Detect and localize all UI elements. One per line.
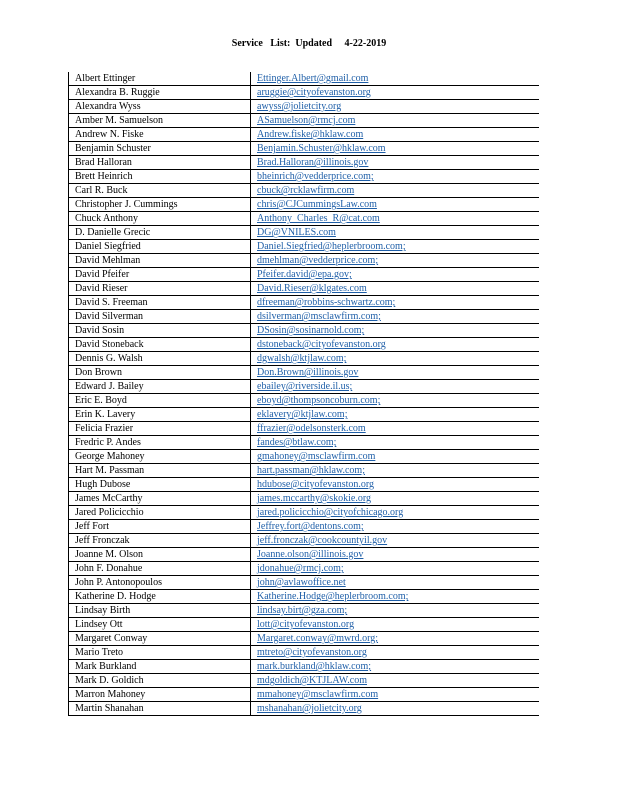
table-row (69, 380, 539, 394)
contact-name: Albert Ettinger (69, 72, 251, 86)
table-row (69, 590, 539, 604)
contact-email-link[interactable]: Brad.Halloran@illinois.gov (251, 156, 539, 170)
table-row (69, 240, 539, 254)
contact-name: Benjamin Schuster (69, 142, 251, 156)
contact-email-link[interactable]: DG@VNILES.com (251, 226, 539, 240)
contact-email-link[interactable]: Daniel.Siegfried@heplerbroom.com; (251, 240, 539, 254)
table-row (69, 576, 539, 590)
contact-name: Don Brown (69, 366, 251, 380)
table-row (69, 674, 539, 688)
contact-name: Brad Halloran (69, 156, 251, 170)
contact-email-link[interactable]: eklavery@ktjlaw.com; (251, 408, 539, 422)
table-row (69, 268, 539, 282)
contact-email-link[interactable]: jdonahue@rmcj.com; (251, 562, 539, 576)
table-row (69, 436, 539, 450)
contact-email-link[interactable]: ebailey@riverside.il.us; (251, 380, 539, 394)
contact-email-link[interactable]: jared.policicchio@cityofchicago.org (251, 506, 539, 520)
table-row (69, 688, 539, 702)
contact-name: John F. Donahue (69, 562, 251, 576)
contact-email-link[interactable]: lindsay.birt@gza.com; (251, 604, 539, 618)
contact-name: David Silverman (69, 310, 251, 324)
table-row (69, 156, 539, 170)
table-row (69, 254, 539, 268)
contact-email-link[interactable]: cbuck@rcklawfirm.com (251, 184, 539, 198)
contact-name: Lindsay Birth (69, 604, 251, 618)
contact-email-link[interactable]: Andrew.fiske@hklaw.com (251, 128, 539, 142)
table-row (69, 310, 539, 324)
contact-email-link[interactable]: james.mccarthy@skokie.org (251, 492, 539, 506)
table-row (69, 142, 539, 156)
contact-name: David Rieser (69, 282, 251, 296)
contact-name: Marron Mahoney (69, 688, 251, 702)
table-row (69, 520, 539, 534)
table-row (69, 100, 539, 114)
contact-email-link[interactable]: dsilverman@msclawfirm.com; (251, 310, 539, 324)
contact-name: Fredric P. Andes (69, 436, 251, 450)
contact-email-link[interactable]: Katherine.Hodge@heplerbroom.com; (251, 590, 539, 604)
contact-email-link[interactable]: mtreto@cityofevanston.org (251, 646, 539, 660)
table-row (69, 366, 539, 380)
table-row (69, 632, 539, 646)
table-row (69, 282, 539, 296)
contact-email-link[interactable]: mdgoldich@KTJLAW.com (251, 674, 539, 688)
contact-name: John P. Antonopoulos (69, 576, 251, 590)
table-row (69, 702, 539, 716)
contact-email-link[interactable]: bheinrich@vedderprice.com; (251, 170, 539, 184)
contact-name: David Pfeifer (69, 268, 251, 282)
contact-name: Mark D. Goldich (69, 674, 251, 688)
contact-email-link[interactable]: mmahoney@msclawfirm.com (251, 688, 539, 702)
contact-name: Daniel Siegfried (69, 240, 251, 254)
table-row (69, 338, 539, 352)
table-row (69, 478, 539, 492)
contact-name: Lindsey Ott (69, 618, 251, 632)
page-title: Service List: Updated 4-22-2019 (231, 38, 387, 49)
contact-email-link[interactable]: dfreeman@robbins-schwartz.com; (251, 296, 539, 310)
contact-email-link[interactable]: Jeffrey.fort@dentons.com; (251, 520, 539, 534)
table-row (69, 184, 539, 198)
table-row (69, 548, 539, 562)
table-row (69, 86, 539, 100)
contact-name: Martin Shanahan (69, 702, 251, 716)
contact-email-link[interactable]: john@avlawoffice.net (251, 576, 539, 590)
contact-email-link[interactable]: mark.burkland@hklaw.com; (251, 660, 539, 674)
table-row (69, 506, 539, 520)
contact-name: Edward J. Bailey (69, 380, 251, 394)
contact-name: Amber M. Samuelson (69, 114, 251, 128)
table-row (69, 422, 539, 436)
contact-name: D. Danielle Grecic (69, 226, 251, 240)
table-row (69, 534, 539, 548)
contact-email-link[interactable]: mshanahan@jolietcity.org (251, 702, 539, 716)
table-row (69, 604, 539, 618)
contact-name: Erin K. Lavery (69, 408, 251, 422)
contact-email-link[interactable]: Ettinger.Albert@gmail.com (251, 72, 539, 86)
contact-email-link[interactable]: ffrazier@odelsonsterk.com (251, 422, 539, 436)
contact-name: Dennis G. Walsh (69, 352, 251, 366)
contact-email-link[interactable]: hart.passman@hklaw.com; (251, 464, 539, 478)
contact-name: Alexandra Wyss (69, 100, 251, 114)
contact-email-link[interactable]: awyss@jolietcity.org (251, 100, 539, 114)
contact-email-link[interactable]: aruggie@cityofevanston.org (251, 86, 539, 100)
service-list-body (69, 72, 539, 716)
contact-email-link[interactable]: gmahoney@msclawfirm.com (251, 450, 539, 464)
contact-name: Brett Heinrich (69, 170, 251, 184)
table-row (69, 492, 539, 506)
table-row (69, 352, 539, 366)
contact-name: David Sosin (69, 324, 251, 338)
table-row (69, 72, 539, 86)
table-row (69, 562, 539, 576)
contact-name: David Mehlman (69, 254, 251, 268)
contact-name: Joanne M. Olson (69, 548, 251, 562)
contact-name: Hugh Dubose (69, 478, 251, 492)
contact-email-link[interactable]: Joanne.olson@illinois.gov (251, 548, 539, 562)
contact-name: Katherine D. Hodge (69, 590, 251, 604)
contact-email-link[interactable]: Pfeifer.david@epa.gov; (251, 268, 539, 282)
table-row (69, 408, 539, 422)
contact-name: Margaret Conway (69, 632, 251, 646)
contact-email-link[interactable]: fandes@btlaw.com; (251, 436, 539, 450)
table-row (69, 646, 539, 660)
contact-email-link[interactable]: ASamuelson@rmcj.com (251, 114, 539, 128)
table-row (69, 450, 539, 464)
table-row (69, 170, 539, 184)
contact-email-link[interactable]: Margaret.conway@mwrd.org; (251, 632, 539, 646)
contact-name: Hart M. Passman (69, 464, 251, 478)
contact-email-link[interactable]: dmehlman@vedderprice.com; (251, 254, 539, 268)
contact-name: Carl R. Buck (69, 184, 251, 198)
service-list-table (68, 72, 539, 716)
contact-email-link[interactable]: jeff.fronczak@cookcountyil.gov (251, 534, 539, 548)
contact-email-link[interactable]: DSosin@sosinarnold.com; (251, 324, 539, 338)
contact-name: Felicia Frazier (69, 422, 251, 436)
contact-email-link[interactable]: David.Rieser@klgates.com (251, 282, 539, 296)
contact-email-link[interactable]: dstoneback@cityofevanston.org (251, 338, 539, 352)
contact-email-link[interactable]: chris@CJCummingsLaw.com (251, 198, 539, 212)
contact-email-link[interactable]: Don.Brown@illinois.gov (251, 366, 539, 380)
table-row (69, 394, 539, 408)
contact-name: Andrew N. Fiske (69, 128, 251, 142)
contact-name: Eric E. Boyd (69, 394, 251, 408)
table-row (69, 198, 539, 212)
contact-name: George Mahoney (69, 450, 251, 464)
contact-email-link[interactable]: eboyd@thompsoncoburn.com; (251, 394, 539, 408)
contact-email-link[interactable]: dgwalsh@ktjlaw.com; (251, 352, 539, 366)
contact-name: Jeff Fronczak (69, 534, 251, 548)
table-row (69, 226, 539, 240)
table-row (69, 464, 539, 478)
table-row (69, 128, 539, 142)
contact-name: David S. Freeman (69, 296, 251, 310)
contact-name: Mario Treto (69, 646, 251, 660)
table-row (69, 296, 539, 310)
table-row (69, 618, 539, 632)
contact-email-link[interactable]: hdubose@cityofevanston.org (251, 478, 539, 492)
table-row (69, 660, 539, 674)
contact-name: Christopher J. Cummings (69, 198, 251, 212)
table-row (69, 114, 539, 128)
contact-email-link[interactable]: Benjamin.Schuster@hklaw.com (251, 142, 539, 156)
contact-name: Chuck Anthony (69, 212, 251, 226)
contact-name: James McCarthy (69, 492, 251, 506)
contact-name: Jeff Fort (69, 520, 251, 534)
contact-name: Mark Burkland (69, 660, 251, 674)
table-row (69, 324, 539, 338)
contact-email-link[interactable]: lott@cityofevanston.org (251, 618, 539, 632)
contact-name: Alexandra B. Ruggie (69, 86, 251, 100)
contact-email-link[interactable]: Anthony_Charles_R@cat.com (251, 212, 539, 226)
contact-name: David Stoneback (69, 338, 251, 352)
contact-name: Jared Policicchio (69, 506, 251, 520)
table-row (69, 212, 539, 226)
